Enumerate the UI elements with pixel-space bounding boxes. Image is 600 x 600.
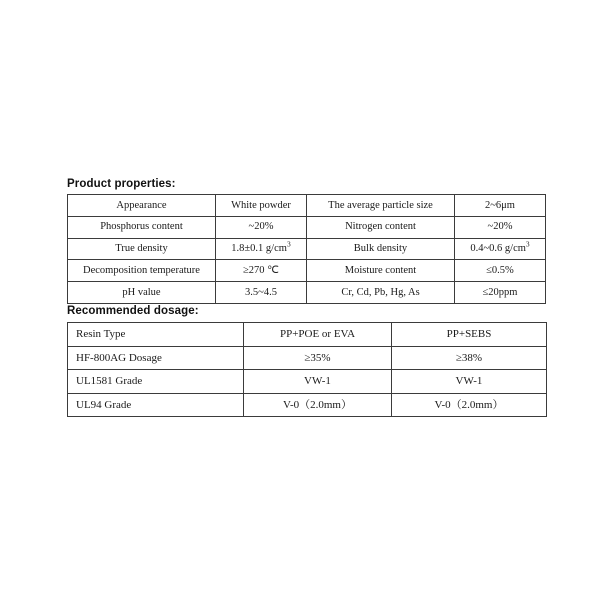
cell-ul1581-col2: VW-1	[392, 370, 547, 394]
cell-particle-size-value: 2~6μm	[455, 195, 546, 217]
cell-resin-type-col2: PP+SEBS	[392, 323, 547, 347]
table-row	[68, 260, 546, 282]
cell-dosage-col1: ≥35%	[244, 346, 392, 370]
cell-particle-size-label: The average particle size	[307, 195, 455, 217]
cell-decomposition-value: ≥270 ℃	[216, 260, 307, 282]
table-row	[68, 346, 547, 370]
cell-appearance-value: White powder	[216, 195, 307, 217]
cell-true-density-value	[216, 238, 307, 260]
value-text: 1.8±0.1 g/cm	[231, 243, 287, 255]
table-row	[68, 393, 547, 417]
product-properties-heading: Product properties:	[67, 178, 176, 190]
cell-ul94-col2: V-0（2.0mm）	[392, 393, 547, 417]
table-row	[68, 370, 547, 394]
table-row	[68, 195, 546, 217]
cell-phosphorus-value: ~20%	[216, 216, 307, 238]
cell-ph-label: pH value	[68, 282, 216, 304]
value-text: 0.4~0.6 g/cm	[470, 243, 526, 255]
cell-moisture-value: ≤0.5%	[455, 260, 546, 282]
cell-bulk-density-label: Bulk density	[307, 238, 455, 260]
cell-resin-type-col1: PP+POE or EVA	[244, 323, 392, 347]
recommended-dosage-table	[67, 322, 547, 417]
cell-dosage-label: HF-800AG Dosage	[68, 346, 244, 370]
cell-ul1581-col1: VW-1	[244, 370, 392, 394]
cell-ul1581-label: UL1581 Grade	[68, 370, 244, 394]
table-row	[68, 282, 546, 304]
superscript: 3	[525, 239, 530, 249]
cell-heavy-metals-value: ≤20ppm	[455, 282, 546, 304]
table-row	[68, 323, 547, 347]
cell-appearance-label: Appearance	[68, 195, 216, 217]
product-properties-table	[67, 194, 546, 304]
cell-bulk-density-value	[455, 238, 546, 260]
cell-ph-value: 3.5~4.5	[216, 282, 307, 304]
table-row	[68, 238, 546, 260]
cell-resin-type-label: Resin Type	[68, 323, 244, 347]
recommended-dosage-heading: Recommended dosage:	[67, 305, 199, 317]
cell-ul94-col1: V-0（2.0mm）	[244, 393, 392, 417]
cell-phosphorus-label: Phosphorus content	[68, 216, 216, 238]
cell-nitrogen-label: Nitrogen content	[307, 216, 455, 238]
cell-decomposition-label: Decomposition temperature	[68, 260, 216, 282]
cell-moisture-label: Moisture content	[307, 260, 455, 282]
superscript: 3	[286, 239, 291, 249]
table-row	[68, 216, 546, 238]
cell-nitrogen-value: ~20%	[455, 216, 546, 238]
cell-true-density-label: True density	[68, 238, 216, 260]
cell-heavy-metals-label: Cr, Cd, Pb, Hg, As	[307, 282, 455, 304]
cell-dosage-col2: ≥38%	[392, 346, 547, 370]
cell-ul94-label: UL94 Grade	[68, 393, 244, 417]
